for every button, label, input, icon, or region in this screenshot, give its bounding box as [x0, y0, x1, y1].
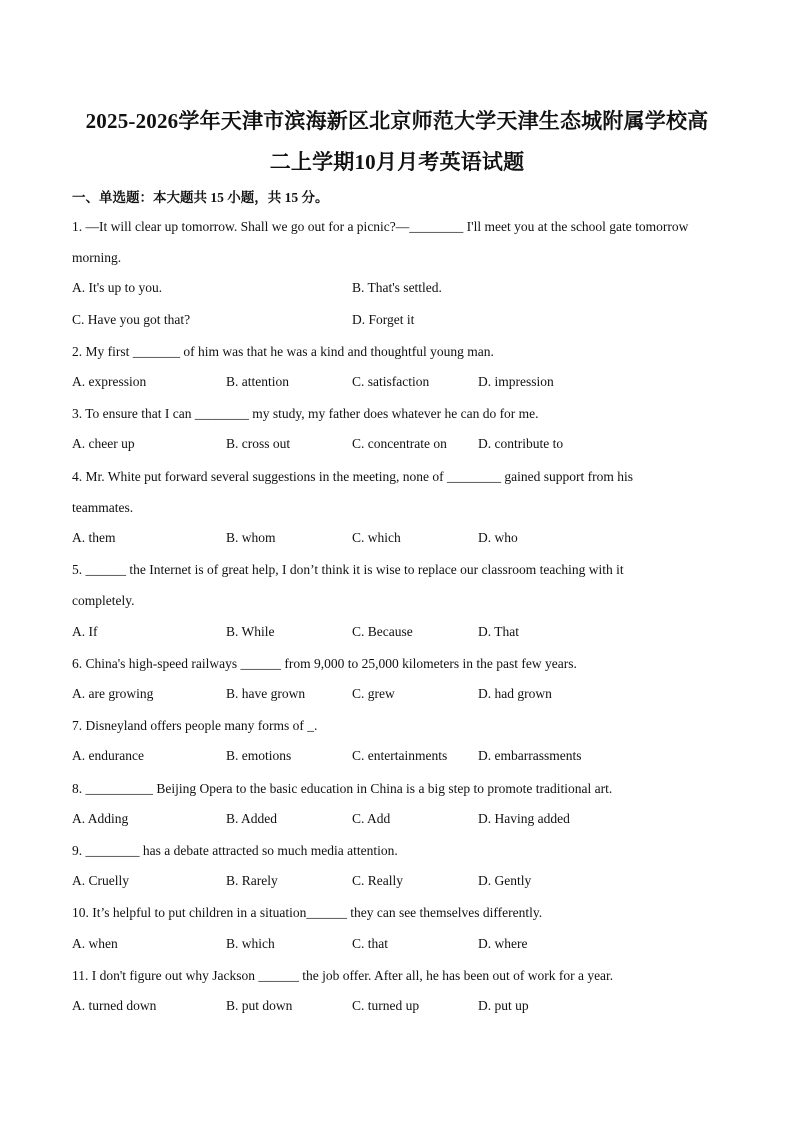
exam-title-line-2: 二上学期10月月考英语试题 [269, 150, 525, 174]
option-c[interactable]: C. Add [352, 811, 391, 826]
section-heading: 一、单选题：本大题共 15 小题，共 15 分。 [72, 190, 329, 205]
question-3: 3. To ensure that I can ________ my study, my father does whatever he can do for me. [72, 406, 539, 421]
question-5-line-2: completely. [72, 593, 135, 608]
question-1-options [72, 280, 722, 302]
option-b[interactable]: B. have grown [226, 686, 306, 701]
question-7-options [72, 748, 722, 770]
option-b[interactable]: B. put down [226, 998, 293, 1013]
question-2: 2. My first _______ of him was that he was a kind and thoughtful young man. [72, 344, 494, 359]
question-11: 11. I don't figure out why Jackson ______ the job offer. After all, he has been out of work for a year. [72, 968, 614, 983]
option-b[interactable]: B. attention [226, 374, 289, 389]
question-3-options [72, 436, 722, 458]
question-10-options [72, 936, 722, 958]
option-a[interactable]: A. turned down [72, 998, 157, 1013]
question-11-options [72, 998, 722, 1020]
option-a[interactable]: A. are growing [72, 686, 154, 701]
option-c[interactable]: C. entertainments [352, 748, 448, 763]
option-c[interactable]: C. concentrate on [352, 436, 447, 451]
question-6-options [72, 686, 722, 708]
option-c[interactable]: C. Really [352, 873, 403, 888]
option-d[interactable]: D. Gently [478, 873, 532, 888]
option-c[interactable]: C. which [352, 530, 401, 545]
question-7: 7. Disneyland offers people many forms of _. [72, 718, 318, 733]
question-9-options [72, 873, 722, 895]
option-a[interactable]: A. when [72, 936, 118, 951]
option-c[interactable]: C. satisfaction [352, 374, 430, 389]
option-b[interactable]: B. cross out [226, 436, 291, 451]
question-4-line-1: 4. Mr. White put forward several suggestions in the meeting, none of ________ gained support from his [72, 469, 634, 484]
option-a[interactable]: A. Cruelly [72, 873, 129, 888]
question-8: 8. __________ Beijing Opera to the basic education in China is a big step to promote traditional art. [72, 781, 613, 796]
question-5-line-1: 5. ______ the Internet is of great help, I don’t think it is wise to replace our classroom teaching with it [72, 562, 624, 577]
option-b[interactable]: B. which [226, 936, 275, 951]
option-d[interactable]: D. That [478, 624, 519, 639]
option-b[interactable]: B. Added [226, 811, 278, 826]
option-d[interactable]: D. where [478, 936, 528, 951]
option-d[interactable]: D. embarrassments [478, 748, 582, 763]
option-a[interactable]: A. them [72, 530, 116, 545]
question-6: 6. China's high-speed railways ______ from 9,000 to 25,000 kilometers in the past few years. [72, 656, 577, 671]
option-a[interactable]: A. It's up to you. [72, 280, 163, 295]
option-c[interactable]: C. Because [352, 624, 413, 639]
question-9: 9. ________ has a debate attracted so much media attention. [72, 843, 398, 858]
option-c[interactable]: C. grew [352, 686, 395, 701]
question-1-options-2 [72, 312, 722, 334]
option-a[interactable]: A. If [72, 624, 98, 639]
option-d[interactable]: D. contribute to [478, 436, 564, 451]
option-d[interactable]: D. Having added [478, 811, 570, 826]
option-b[interactable]: B. While [226, 624, 275, 639]
option-c[interactable]: C. that [352, 936, 388, 951]
question-4-line-2: teammates. [72, 500, 134, 515]
option-c[interactable]: C. turned up [352, 998, 420, 1013]
option-d[interactable]: D. Forget it [352, 312, 415, 327]
option-a[interactable]: A. cheer up [72, 436, 135, 451]
option-a[interactable]: A. Adding [72, 811, 129, 826]
question-5-options [72, 624, 722, 646]
question-10: 10. It’s helpful to put children in a situation______ they can see themselves differently. [72, 905, 543, 920]
question-4-options [72, 530, 722, 552]
option-b[interactable]: B. That's settled. [352, 280, 442, 295]
option-a[interactable]: A. endurance [72, 748, 144, 763]
option-d[interactable]: D. put up [478, 998, 529, 1013]
option-d[interactable]: D. impression [478, 374, 554, 389]
question-8-options [72, 811, 722, 833]
option-d[interactable]: D. who [478, 530, 518, 545]
question-1-line-1: 1. —It will clear up tomorrow. Shall we go out for a picnic?—________ I'll meet you at the school gate tomorrow [72, 219, 689, 234]
question-2-options [72, 374, 722, 396]
question-1-line-2: morning. [72, 250, 122, 265]
exam-title-line-1: 2025-2026学年天津市滨海新区北京师范大学天津生态城附属学校高 [85, 109, 709, 133]
option-b[interactable]: B. whom [226, 530, 276, 545]
option-d[interactable]: D. had grown [478, 686, 552, 701]
option-a[interactable]: A. expression [72, 374, 147, 389]
option-b[interactable]: B. emotions [226, 748, 292, 763]
option-b[interactable]: B. Rarely [226, 873, 278, 888]
option-c[interactable]: C. Have you got that? [72, 312, 191, 327]
